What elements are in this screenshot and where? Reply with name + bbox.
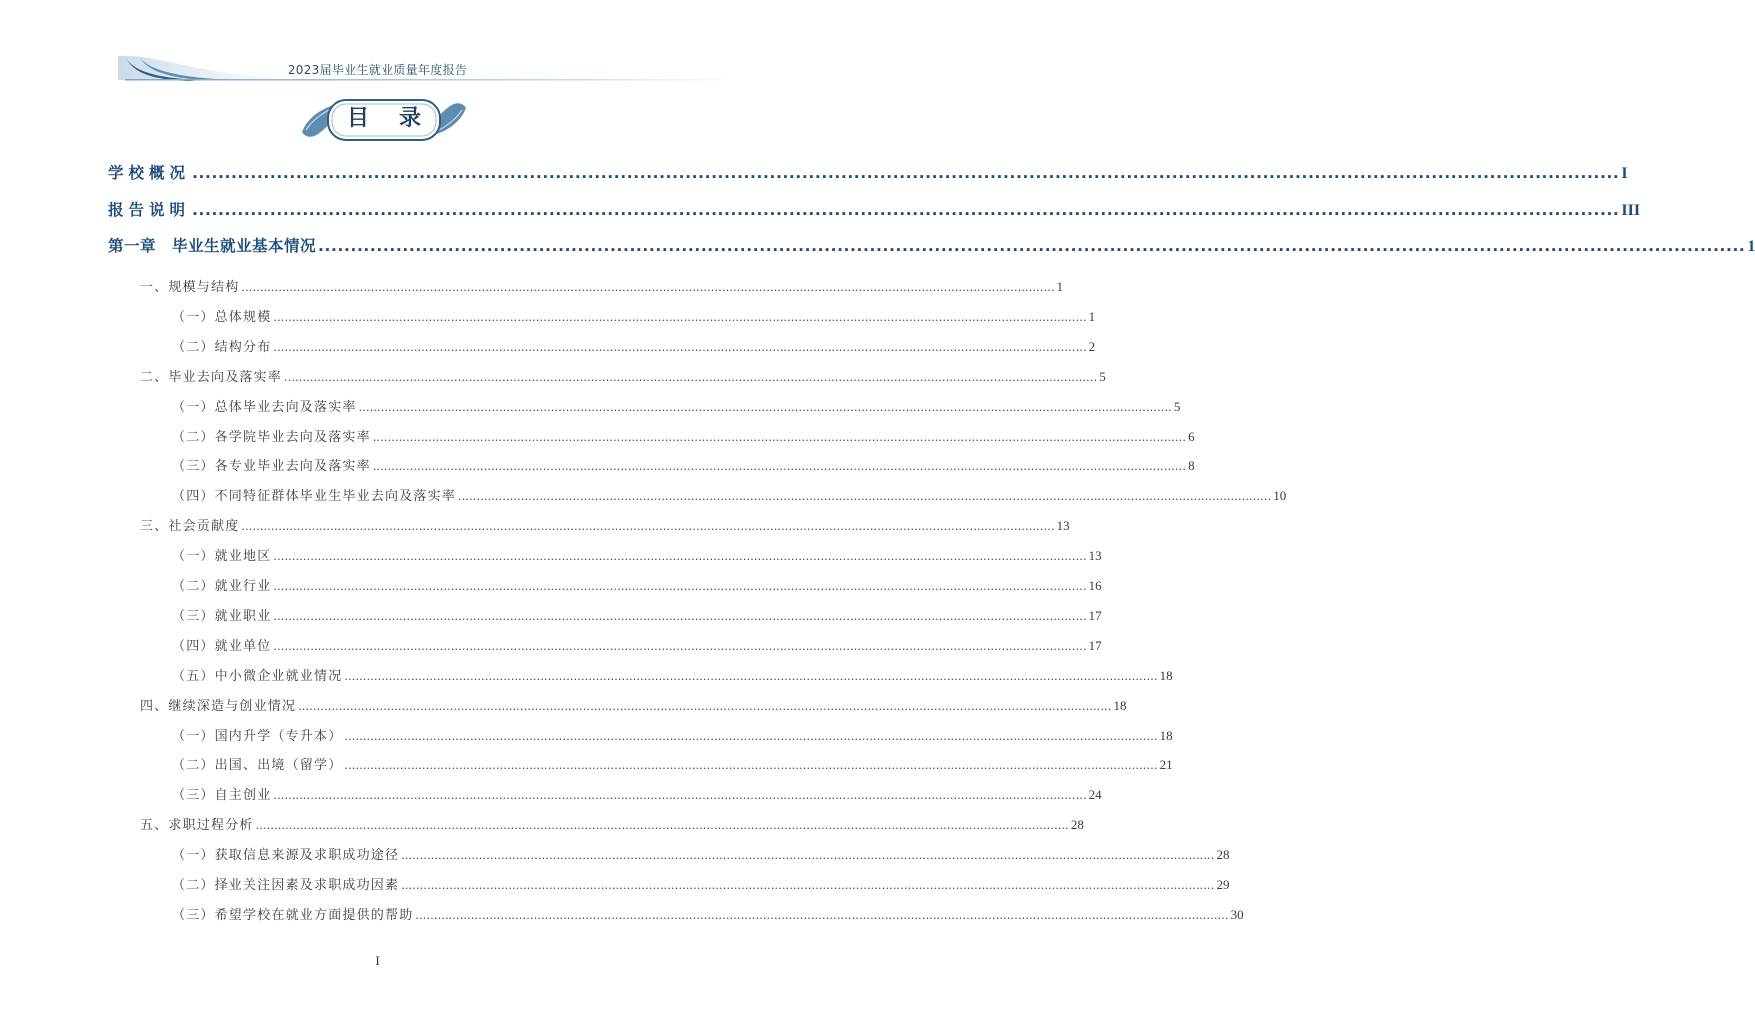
- toc-dot-leader: ............................................................................................................................................................................................................................: [372, 430, 1187, 444]
- toc-entry-label: （四）就业单位: [172, 638, 272, 654]
- toc-entry-page: 29: [1216, 877, 1230, 892]
- toc-entry-label: 学校概况: [108, 164, 191, 182]
- toc-entry-page: 18: [1159, 727, 1173, 743]
- toc-dot-leader: ............................................................................................................................................................................................................................: [344, 759, 1158, 773]
- toc-entry-label: （三）自主创业: [172, 788, 272, 804]
- toc-dot-leader: ............................................................................................................................................................................................................................: [344, 729, 1158, 743]
- toc-dot-leader: ............................................................................................................................................................................................................................: [273, 310, 1087, 324]
- toc-entry-page: 5: [1099, 368, 1106, 384]
- toc-dot-leader: ............................................................................................................................................................................................................................: [415, 908, 1229, 922]
- page-header: [0, 0, 755, 90]
- toc-entry-page: 1: [1747, 238, 1755, 255]
- toc-entry-label: （一）总体规模: [172, 309, 272, 325]
- toc-dot-leader: ............................................................................................................................................................................................................................: [401, 849, 1215, 863]
- toc-entry-label: （三）各专业毕业去向及落实率: [172, 459, 371, 475]
- toc-entry-label: （二）择业关注因素及求职成功因素: [172, 878, 400, 893]
- toc-entry-subsection[interactable]: [172, 426, 1195, 445]
- toc-entry-page: 8: [1188, 458, 1195, 474]
- toc-dot-leader: ............................................................................................................................................................................................................................: [192, 201, 1620, 219]
- toc-entry-subsection[interactable]: [172, 635, 1102, 654]
- toc-dot-leader: ............................................................................................................................................................................................................................: [273, 609, 1087, 623]
- toc-entry-major[interactable]: [108, 234, 1755, 256]
- toc-dot-leader: ............................................................................................................................................................................................................................: [344, 669, 1158, 683]
- toc-entry-page: 18: [1113, 697, 1127, 713]
- toc-dot-leader: ............................................................................................................................................................................................................................: [458, 490, 1272, 504]
- toc-entry-major[interactable]: [108, 161, 1628, 183]
- toc-entry-page: 17: [1088, 607, 1102, 623]
- toc-entry-label: （二）就业行业: [172, 579, 272, 594]
- toc-entry-label: （二）各学院毕业去向及落实率: [172, 429, 371, 445]
- toc-entry-page: 6: [1188, 428, 1195, 444]
- toc-dot-leader: ............................................................................................................................................................................................................................: [273, 580, 1087, 593]
- toc-entry-label: 五、求职过程分析: [140, 818, 254, 834]
- toc-entry-section[interactable]: [140, 366, 1106, 385]
- toc-dot-leader: ............................................................................................................................................................................................................................: [241, 520, 1055, 534]
- toc-entry-subsection[interactable]: [172, 575, 1102, 594]
- toc-entry-label: 四、继续深造与创业情况: [140, 698, 297, 714]
- toc-entry-page: 30: [1230, 906, 1244, 922]
- toc-entry-label: 报告说明: [108, 201, 191, 219]
- toc-dot-leader: ............................................................................................................................................................................................................................: [284, 370, 1098, 384]
- toc-entry-page: 17: [1088, 637, 1102, 653]
- toc-entry-label: 第一章 毕业生就业基本情况: [108, 237, 317, 255]
- toc-entry-subsection[interactable]: [172, 665, 1173, 684]
- toc-entry-label: （二）出国、出境（留学）: [172, 758, 343, 774]
- toc-entry-subsection[interactable]: [172, 485, 1287, 505]
- toc-entry-page: 5: [1173, 398, 1181, 414]
- toc-entry-subsection[interactable]: [172, 605, 1102, 624]
- report-title: 2023届毕业生就业质量年度报告: [287, 63, 468, 77]
- toc-entry-section[interactable]: [140, 695, 1127, 714]
- toc-entry-page: 28: [1216, 847, 1230, 863]
- toc-dot-leader: ............................................................................................................................................................................................................................: [273, 340, 1087, 354]
- toc-entry-subsection[interactable]: [172, 874, 1230, 893]
- toc-entry-section[interactable]: [140, 276, 1064, 295]
- toc-entry-page: 18: [1159, 667, 1173, 683]
- toc-entry-section[interactable]: [140, 814, 1084, 834]
- toc-title-badge: [298, 94, 470, 146]
- toc-entry-label: （四）不同特征群体毕业生毕业去向及落实率: [172, 489, 457, 505]
- toc-entry-major[interactable]: [108, 198, 1641, 220]
- toc-dot-leader: ............................................................................................................................................................................................................................: [372, 460, 1187, 474]
- toc-entry-label: （五）中小微企业就业情况: [172, 668, 343, 684]
- toc-dot-leader: ............................................................................................................................................................................................................................: [273, 639, 1087, 653]
- toc-entry-label: （一）国内升学（专升本）: [172, 728, 343, 744]
- toc-entry-page: 28: [1070, 817, 1084, 833]
- toc-entry-label: （一）总体毕业去向及落实率: [172, 399, 357, 415]
- toc-entry-subsection[interactable]: [172, 396, 1181, 415]
- toc-dot-leader: ............................................................................................................................................................................................................................: [318, 237, 1746, 255]
- toc-entry-subsection[interactable]: [172, 306, 1096, 325]
- toc-entry-label: 二、毕业去向及落实率: [140, 369, 283, 385]
- toc-dot-leader: ............................................................................................................................................................................................................................: [192, 164, 1620, 182]
- toc-dot-leader: ............................................................................................................................................................................................................................: [273, 789, 1087, 803]
- toc-title: 目录: [346, 106, 451, 131]
- toc-entry-label: （一）获取信息来源及求职成功途径: [172, 848, 400, 864]
- toc-entry-subsection[interactable]: [172, 754, 1173, 774]
- toc-entry-page: 2: [1088, 338, 1096, 354]
- toc-entry-subsection[interactable]: [172, 784, 1102, 804]
- toc-entry-subsection[interactable]: [172, 904, 1244, 923]
- toc-entry-subsection[interactable]: [172, 545, 1102, 565]
- toc-entry-label: （二）结构分布: [172, 339, 272, 355]
- toc-entry-page: 10: [1273, 488, 1287, 504]
- toc-dot-leader: ............................................................................................................................................................................................................................: [273, 550, 1087, 564]
- toc-entry-subsection[interactable]: [172, 725, 1173, 744]
- toc-entry-page: 13: [1056, 518, 1070, 534]
- toc-entry-subsection[interactable]: [172, 455, 1195, 475]
- toc-dot-leader: ............................................................................................................................................................................................................................: [241, 281, 1055, 294]
- toc-dot-leader: ............................................................................................................................................................................................................................: [401, 879, 1215, 892]
- toc-entry-section[interactable]: [140, 515, 1070, 535]
- toc-entry-page: I: [1621, 165, 1628, 182]
- toc-entry-page: 1: [1088, 308, 1096, 324]
- toc-entry-label: 三、社会贡献度: [140, 519, 240, 535]
- page-number: I: [375, 953, 380, 968]
- toc-entry-subsection[interactable]: [172, 844, 1230, 864]
- toc-entry-label: 一、规模与结构: [140, 280, 240, 295]
- toc-dot-leader: ............................................................................................................................................................................................................................: [255, 819, 1069, 833]
- toc-entry-page: 13: [1088, 548, 1102, 564]
- toc-entry-subsection[interactable]: [172, 336, 1096, 355]
- toc-entry-page: 24: [1088, 787, 1102, 803]
- toc-entry-page: 1: [1056, 279, 1064, 294]
- toc-entry-label: （三）就业职业: [172, 608, 272, 624]
- toc-dot-leader: ............................................................................................................................................................................................................................: [298, 699, 1112, 713]
- toc-entry-page: 21: [1159, 757, 1173, 773]
- toc-entry-page: 16: [1088, 578, 1102, 593]
- toc-entry-label: （三）希望学校在就业方面提供的帮助: [172, 907, 414, 923]
- toc-entry-page: III: [1621, 202, 1641, 219]
- toc-entry-label: （一）就业地区: [172, 549, 272, 565]
- toc-dot-leader: ............................................................................................................................................................................................................................: [358, 400, 1172, 414]
